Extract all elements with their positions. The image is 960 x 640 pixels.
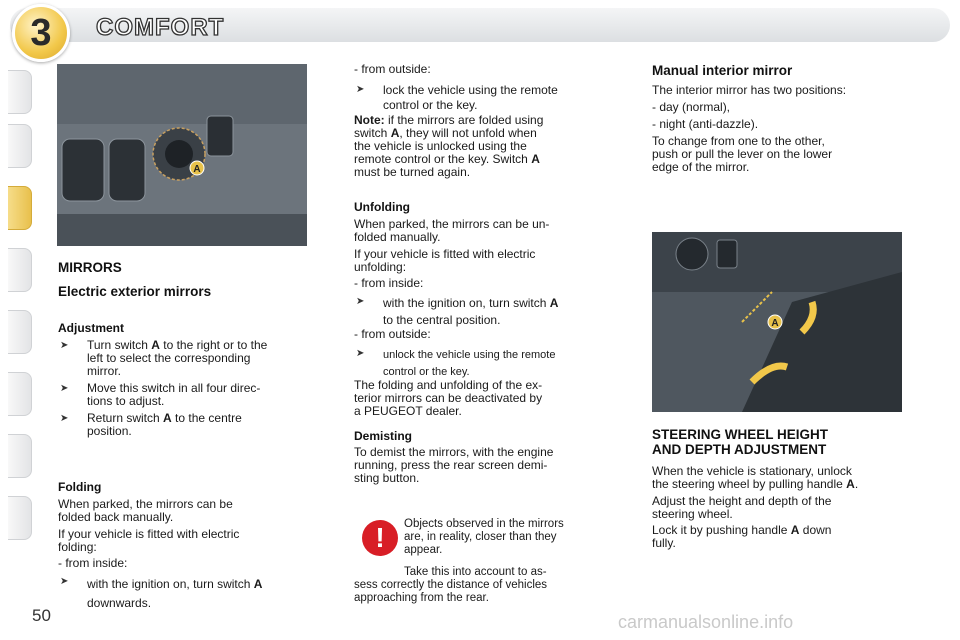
interior-mirror-change: To change from one to the other, push or pull the lever on the lower edge of the mirror.: [652, 134, 833, 174]
folding-ignition-step: with the ignition on, turn switch A downwards.: [87, 577, 263, 610]
unfolding-from-inside: - from inside:: [354, 276, 424, 290]
interior-mirror-heading: Manual interior mirror: [652, 63, 793, 78]
interior-mirror-intro: The interior mirror has two positions:: [652, 83, 847, 97]
steering-adjust-illustration: [652, 232, 902, 412]
bullet-icon: ➤: [60, 576, 69, 587]
steering-adjust-photo: [652, 232, 902, 412]
warning-exclamation-icon: !: [362, 520, 398, 556]
side-tab-2[interactable]: [8, 124, 32, 168]
chapter-side-tabs: [0, 62, 34, 574]
unfolding-ignition-step: with the ignition on, turn switch A to the central position.: [383, 296, 559, 327]
steering-unlock-paragraph: When the vehicle is stationary, unlock the steering wheel by pulling handle A.: [652, 464, 859, 491]
watermark: carmanualsonline.info: [618, 612, 794, 632]
adjustment-step-3: Return switch A to the centre position.: [87, 411, 242, 438]
unfolding-heading: Unfolding: [354, 200, 410, 214]
side-tab-1[interactable]: [8, 70, 32, 114]
side-tab-6[interactable]: [8, 372, 32, 416]
side-tab-7[interactable]: [8, 434, 32, 478]
adjustment-heading: Adjustment: [58, 321, 124, 335]
adjustment-step-1: Turn switch A to the right or to the left to select the corresponding mirror.: [87, 338, 268, 378]
bullet-icon: ➤: [60, 383, 69, 394]
note-paragraph: Note: if the mirrors are folded using switch A, they will not unfold when the vehicle is unlocked using the remote control or the key. Switch A must be turned again.: [354, 113, 544, 179]
deactivation-paragraph: The folding and unfolding of the ex- terior mirrors can be deactivated by a PEUGEOT dealer.: [354, 378, 543, 418]
warning-text-2a: Take this into account to as-: [404, 566, 547, 578]
photo2-label-a: A: [771, 318, 779, 329]
unlock-vehicle-step: unlock the vehicle using the remote control or the key.: [383, 349, 556, 378]
side-tab-5[interactable]: [8, 310, 32, 354]
bullet-icon: ➤: [356, 348, 365, 359]
demisting-paragraph: To demist the mirrors, with the engine running, press the rear screen demi- sting button.: [354, 445, 554, 485]
folding-heading: Folding: [58, 480, 102, 494]
interior-mirror-day: - day (normal),: [652, 100, 731, 114]
mirror-switch-illustration: [57, 64, 307, 246]
steering-adjust-paragraph: Adjust the height and depth of the steering wheel.: [652, 494, 832, 521]
warning-text-2b: sess correctly the distance of vehicles approaching from the rear.: [354, 579, 548, 604]
bullet-icon: ➤: [356, 296, 365, 307]
side-tab-4[interactable]: [8, 248, 32, 292]
side-tab-8[interactable]: [8, 496, 32, 540]
unfolding-paragraph-2: If your vehicle is fitted with electric unfolding:: [354, 247, 536, 274]
folding-from-inside: - from inside:: [58, 556, 128, 570]
steering-lock-paragraph: Lock it by pushing handle A down fully.: [652, 523, 832, 550]
mirror-switch-photo: [57, 64, 307, 246]
unfolding-from-outside: - from outside:: [354, 327, 431, 341]
unfolding-paragraph-1: When parked, the mirrors can be un- folded manually.: [354, 217, 550, 244]
page-number: 50: [32, 606, 51, 625]
demisting-heading: Demisting: [354, 429, 413, 443]
interior-mirror-night: - night (anti-dazzle).: [652, 117, 759, 131]
adjustment-step-2: Move this switch in all four direc- tions to adjust.: [87, 381, 261, 408]
side-tab-3-active[interactable]: [8, 186, 32, 230]
bullet-icon: ➤: [356, 84, 365, 95]
bullet-icon: ➤: [60, 340, 69, 351]
photo1-label-a: A: [193, 164, 201, 175]
chapter-title: COMFORT: [96, 14, 225, 41]
fold-from-outside: - from outside:: [354, 62, 431, 76]
electric-mirrors-subtitle: Electric exterior mirrors: [58, 284, 212, 299]
steering-heading: STEERING WHEEL HEIGHT AND DEPTH ADJUSTMENT: [652, 427, 829, 457]
warning-text-1: Objects observed in the mirrors are, in reality, closer than they appear.: [404, 518, 564, 556]
mirrors-title: MIRRORS: [58, 260, 122, 275]
bullet-icon: ➤: [60, 413, 69, 424]
folding-paragraph-2: If your vehicle is fitted with electric folding:: [58, 527, 240, 554]
folding-paragraph-1: When parked, the mirrors can be folded back manually.: [58, 497, 233, 524]
chapter-number-badge: 3: [12, 4, 70, 62]
lock-vehicle-step: lock the vehicle using the remote control or the key.: [383, 83, 558, 112]
